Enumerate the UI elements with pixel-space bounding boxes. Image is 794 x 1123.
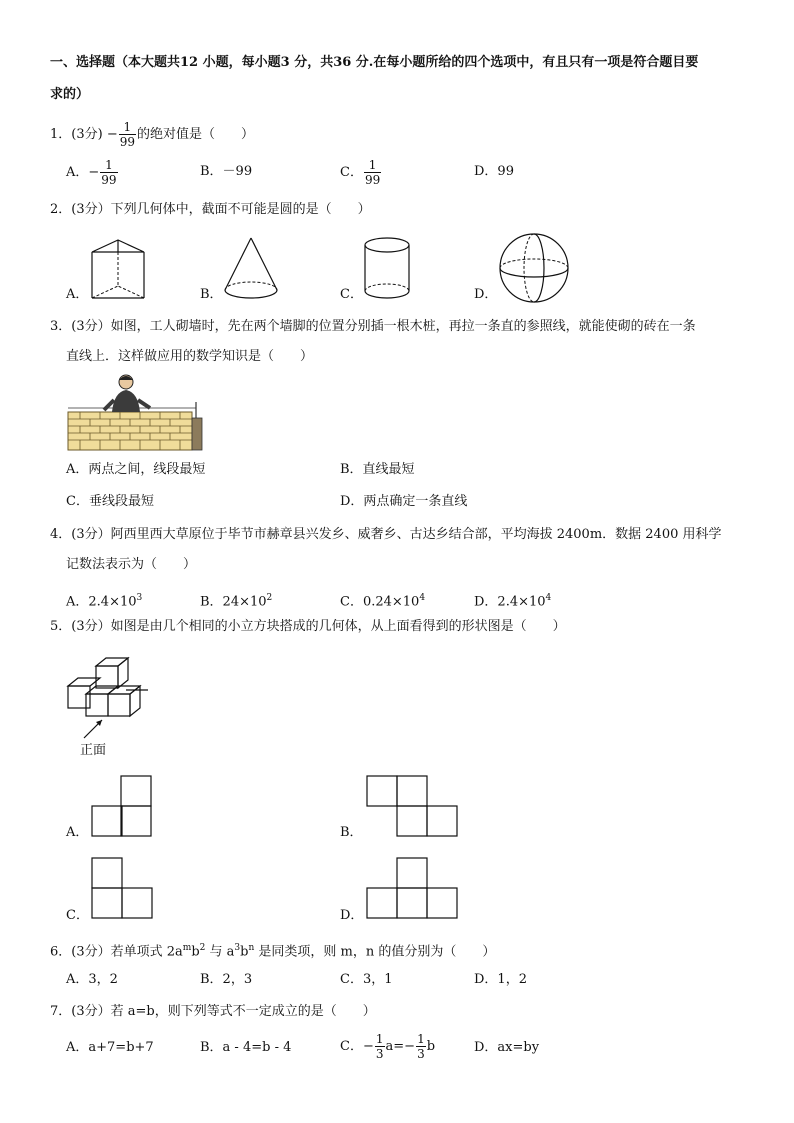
q2-stem: 2．(3分）下列几何体中，截面不可能是圆的是（ ） [50,202,371,217]
q1-stem: 1．(3分) − $\frac{1}{99}$ 的绝对值是（ ） [50,120,255,149]
q3-option-c[interactable]: C．垂线段最短 [66,494,154,509]
q4-stem-line2: 记数法表示为（ ） [66,557,197,572]
q2-option-a[interactable]: A． [66,287,89,302]
section-title-line1: 一、选择题（本大题共12 小题，每小题3 分，共36 分.在每小题所给的四个选项中，有且只有一项是符合题目要 [50,55,699,70]
sphere-figure [498,232,570,304]
q5-option-c[interactable]: C． [66,908,89,923]
prism-figure [88,238,148,302]
q5-stem: 5．(3分）如图是由几个相同的小立方块搭成的几何体，从上面看得到的形状图是（ ） [50,619,566,634]
q6-option-a[interactable]: A．3，2 [66,972,118,987]
q3-option-d[interactable]: D．两点确定一条直线 [340,494,468,509]
q7-option-b[interactable]: B．a - 4=b - 4 [200,1040,292,1055]
q2-option-c[interactable]: C． [340,287,363,302]
q5-option-b[interactable]: B． [340,825,363,840]
front-view-label: 正面 [80,743,107,758]
q5-option-d[interactable]: D． [340,908,364,923]
bricklayer-figure [68,372,204,452]
q1-option-d[interactable]: D．99 [474,164,514,179]
cubes-figure [66,648,156,740]
q1-stem-suffix: 的绝对值是（ ） [137,127,255,142]
cone-figure [222,236,280,302]
q3-stem-line1: 3．(3分）如图，工人砌墙时，先在两个墙脚的位置分别插一根木桩，再拉一条直的参照线，就能使砌的砖在一条 [50,319,696,334]
q1-option-c[interactable]: C． $\frac{1}{99}$ [340,158,381,187]
q1-stem-prefix: 1．(3分) [50,127,103,142]
q5-option-d-figure [366,857,458,919]
q7-option-d[interactable]: D．ax=by [474,1040,540,1055]
cylinder-figure [362,236,412,302]
q5-option-b-figure [366,775,458,837]
q5-option-a-figure [91,775,153,837]
q4-option-c[interactable]: C．$0.24\times 10^4$ [340,593,426,610]
q1-fraction: $\frac{1}{99}$ [119,120,135,149]
q2-option-b[interactable]: B． [200,287,223,302]
q7-stem: 7．(3分）若 a=b，则下列等式不一定成立的是（ ） [50,1004,376,1019]
q1-option-a[interactable]: A．− $\frac{1}{99}$ [66,158,117,187]
q1-option-b[interactable]: B．－99 [200,164,253,179]
q7-option-a[interactable]: A．a+7=b+7 [66,1040,154,1055]
q6-option-c[interactable]: C．3，1 [340,972,393,987]
q4-option-a[interactable]: A．$2.4\times 10^3$ [66,593,143,610]
q6-stem: 6．(3分）若单项式 $2a^mb^2$ 与 $a^3b^n$ 是同类项，则 m，n 的值分别为（ ） [50,943,496,960]
q5-option-c-figure [91,857,153,919]
q5-option-a[interactable]: A． [66,825,89,840]
q4-stem-line1: 4．(3分）阿西里西大草原位于毕节市赫章县兴发乡、威奢乡、古达乡结合部，平均海拔 2400m．数据 2400 用科学 [50,527,722,542]
q6-option-d[interactable]: D．1，2 [474,972,527,987]
q3-option-a[interactable]: A．两点之间，线段最短 [66,462,206,477]
q4-option-d[interactable]: D．$2.4\times 10^4$ [474,593,552,610]
q6-option-b[interactable]: B．2，3 [200,972,253,987]
q3-stem-line2: 直线上．这样做应用的数学知识是（ ） [66,349,314,364]
q2-option-d[interactable]: D． [474,287,498,302]
section-title-line2: 求的） [50,87,90,102]
q3-option-b[interactable]: B．直线最短 [340,462,415,477]
q7-option-c[interactable]: C．− $\frac{1}{3}$ a=− $\frac{1}{3}$ b [340,1032,436,1061]
q4-option-b[interactable]: B．$24\times 10^2$ [200,593,273,610]
